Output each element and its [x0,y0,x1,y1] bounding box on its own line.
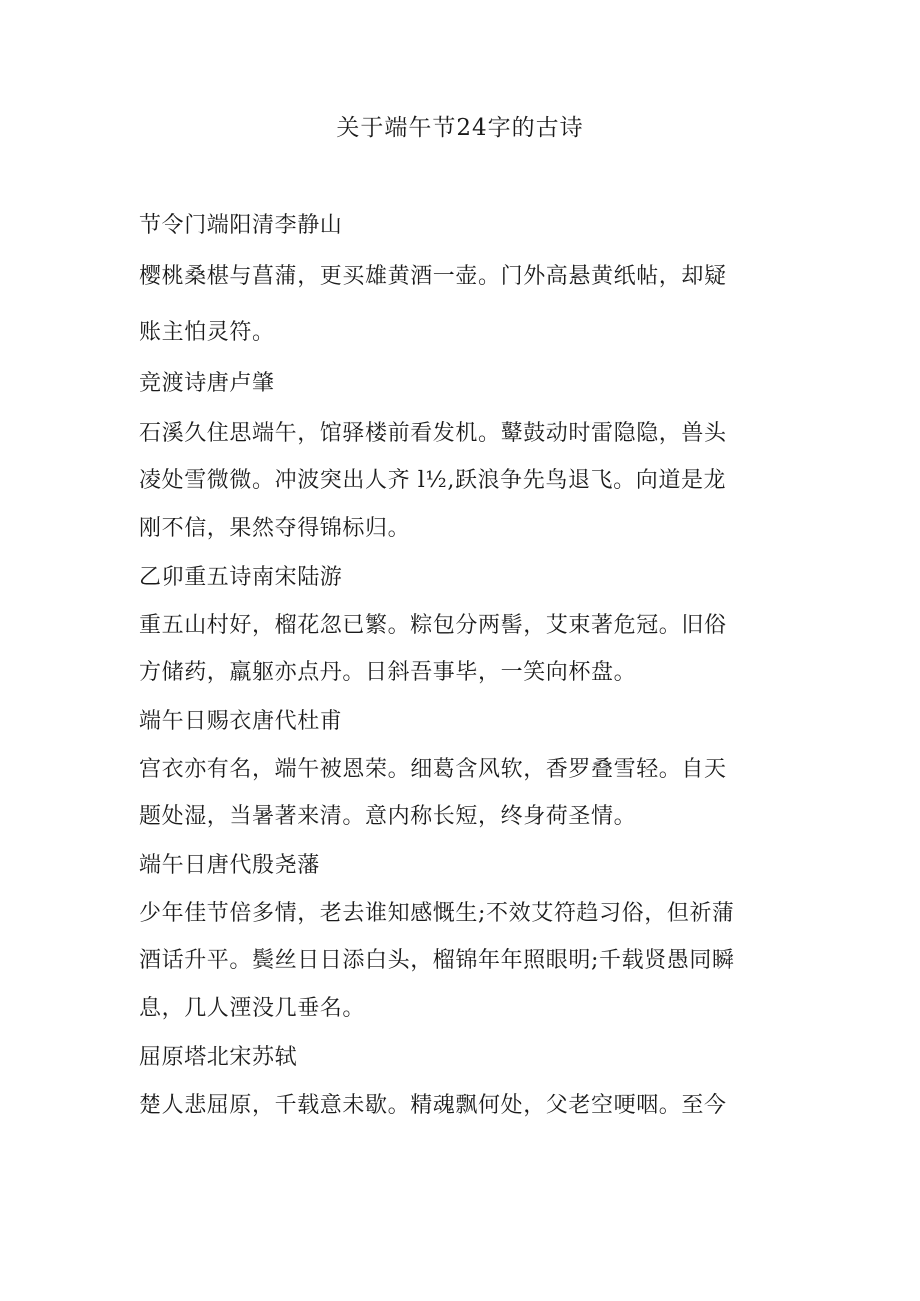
document-title: 关于端午节24字的古诗 [336,115,584,141]
poem-text-line: 刚不信，果然夺得锦标归。 [139,516,411,541]
poem-heading: 节令门端阳清李静山 [139,213,343,238]
poem-heading: 端午日唐代殷尧藩 [139,853,320,878]
poem-text-line: 重五山村好，榴花忽已繁。粽包分两髻，艾束著危冠。旧俗 [139,613,727,638]
poem-text-line: 凌处雪微微。冲波突出人齐 l½,跃浪争先鸟退飞。向道是龙 [139,468,727,493]
poem-heading: 乙卯重五诗南宋陆游 [139,565,343,590]
poem-heading: 屈原塔北宋苏轼 [139,1045,298,1070]
poem-text-line: 楚人悲屈原，千载意未歇。精魂飘何处，父老空哽咽。至今 [139,1093,727,1118]
poem-text-line: 酒话升平。鬓丝日日添白头，榴锦年年照眼明;千载贤愚同瞬 [139,948,735,973]
poem-text-line: 宫衣亦有名，端午被恩荣。细葛含风软，香罗叠雪轻。自天 [139,757,727,782]
poem-text-line: 樱桃桑椹与菖蒲，更买雄黄酒一壶。门外高悬黄纸帖，却疑 [139,264,727,289]
poem-text-line: 息，几人湮没几垂名。 [139,996,366,1021]
poem-text-line: 少年佳节倍多情，老去谁知感慨生;不效艾符趋习俗，但祈蒲 [139,901,735,926]
poem-text-line: 石溪久住思端午，馆驿楼前看发机。鼙鼓动时雷隐隐，兽头 [139,421,727,446]
poem-text-line: 方储药，羸躯亦点丹。日斜吾事毕，一笑向杯盘。 [139,660,637,685]
poem-heading: 竞渡诗唐卢肇 [139,371,275,396]
poem-heading: 端午日赐衣唐代杜甫 [139,709,343,734]
poem-text-line: 账主怕灵符。 [139,320,275,345]
poem-text-line: 题处湿，当暑著来清。意内称长短，终身荷圣情。 [139,804,637,829]
